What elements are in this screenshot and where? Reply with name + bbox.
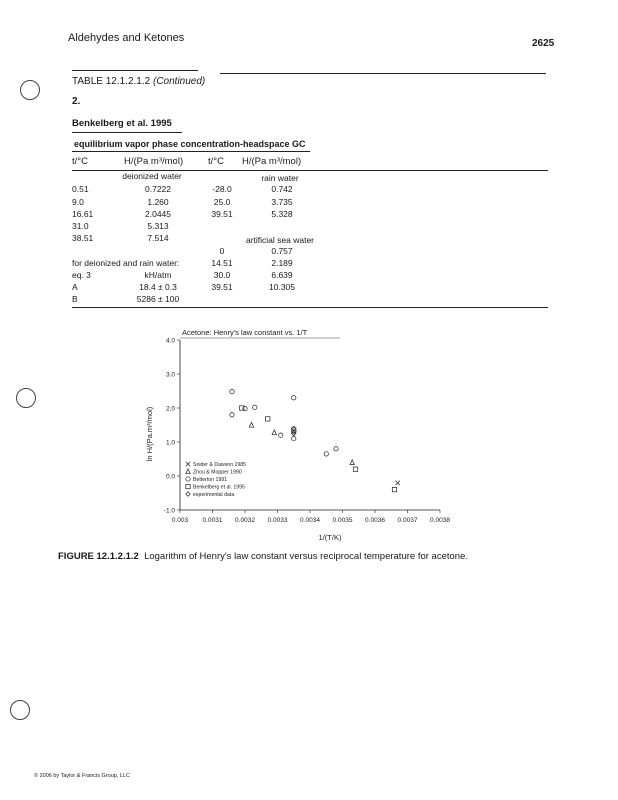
x-axis-label: 1/(T/K) — [318, 533, 342, 542]
y-tick-label: 1.0 — [165, 439, 175, 447]
col-header-h2: H/(Pa m³/mol) — [242, 156, 302, 167]
table-cell: for deionized and rain water: — [72, 258, 180, 268]
table-cell: -28.0 — [212, 184, 232, 194]
col-header-t1: t/°C — [72, 156, 88, 167]
table-reference: Benkelberg et al. 1995 — [72, 118, 172, 129]
legend-entry: Betterton 1991 — [193, 477, 228, 483]
table-cell: 18.4 ± 0.3 — [139, 282, 177, 292]
table-cell: 38.51 — [72, 233, 94, 243]
table-cell: 25.0 — [213, 197, 231, 207]
table-cell: 30.0 — [213, 270, 231, 280]
table-cell: 0 — [219, 246, 225, 256]
table-cell: eq. 3 — [72, 270, 91, 280]
legend-marker — [186, 477, 190, 481]
x-tick-label: 0.0033 — [267, 517, 288, 524]
table-cell: 2.189 — [271, 258, 293, 268]
table-cell: 3.735 — [271, 197, 293, 207]
x-tick-label: 0.0036 — [365, 517, 385, 524]
footer-copyright: © 2006 by Taylor & Francis Group, LLC — [34, 773, 130, 779]
data-point — [266, 417, 270, 421]
table-cell: 39.51 — [211, 209, 233, 219]
group-label-deionized: deionized water — [122, 171, 182, 181]
legend-marker — [186, 469, 190, 474]
data-point — [396, 481, 400, 485]
data-point — [292, 396, 296, 400]
reference-rule — [72, 132, 182, 133]
x-tick-label: 0.0032 — [235, 517, 255, 524]
legend-marker — [186, 484, 190, 488]
punch-hole-top — [20, 80, 40, 100]
table-cell: 5286 ± 100 — [136, 294, 180, 304]
table-cell: 39.51 — [211, 282, 233, 292]
table-cell: 14.51 — [211, 258, 233, 268]
table-cell: 10.305 — [269, 282, 295, 292]
running-title: Aldehydes and Ketones — [68, 32, 185, 44]
table-cell: 7.514 — [147, 233, 169, 243]
legend-marker — [186, 492, 190, 496]
x-tick-label: 0.0035 — [332, 517, 353, 524]
table-cell: 0.757 — [271, 246, 293, 256]
table-bottom-rule — [72, 307, 548, 308]
data-point — [350, 460, 354, 465]
legend-marker — [186, 462, 190, 466]
table-cell: 16.61 — [72, 209, 94, 219]
data-point — [230, 413, 234, 417]
data-point — [292, 436, 296, 440]
legend-entry: Zhou & Mopper 1990 — [193, 469, 242, 476]
page-number: 2625 — [532, 38, 555, 49]
y-axis-label: ln H/(Pa.m³/mol) — [145, 406, 154, 462]
table-title: TABLE 12.1.2.1.2 (Continued) — [72, 76, 206, 87]
x-tick-label: 0.0038 — [430, 517, 450, 524]
table-cell: 0.742 — [271, 184, 293, 194]
data-point — [392, 487, 396, 491]
data-point — [279, 433, 283, 437]
table-cell: 0.51 — [72, 184, 89, 194]
data-point — [334, 447, 338, 451]
y-tick-label: -1.0 — [163, 507, 175, 515]
table-cell: kH/atm — [144, 270, 172, 280]
table-cell: 6.639 — [271, 270, 293, 280]
table-cell: 1.260 — [147, 197, 169, 207]
table-subtitle: equilibrium vapor phase concentration-headspace GC — [74, 139, 306, 149]
punch-hole-middle — [16, 388, 36, 408]
col-header-t2: t/°C — [208, 156, 224, 167]
legend-entry: Benkelberg et al. 1995 — [193, 484, 245, 491]
data-point — [272, 430, 276, 435]
table-top-rule-long — [220, 73, 546, 74]
henry-law-chart — [140, 322, 480, 550]
data-point — [230, 389, 234, 393]
table-cell: B — [72, 294, 78, 304]
x-tick-label: 0.0037 — [397, 517, 418, 524]
chart-title: Acetone: Henry's law constant vs. 1/T — [182, 328, 308, 337]
subtitle-rule — [72, 151, 310, 152]
data-point — [253, 405, 257, 409]
table-cell: 0.7222 — [145, 184, 171, 194]
table-cell: 2.0445 — [145, 209, 171, 219]
legend-entry: experimental data — [193, 492, 235, 498]
y-tick-label: 2.0 — [165, 405, 175, 413]
table-top-rule-short — [72, 70, 198, 71]
y-tick-label: 3.0 — [165, 371, 175, 379]
table-cell: 31.0 — [72, 221, 89, 231]
table-cell: A — [72, 282, 78, 292]
group-label-sea-water: artificial sea water — [245, 235, 315, 245]
y-tick-label: 4.0 — [165, 337, 175, 345]
table-cell: 9.0 — [72, 197, 84, 207]
punch-hole-bottom — [10, 700, 30, 720]
x-tick-label: 0.0034 — [300, 517, 320, 524]
col-header-h1: H/(Pa m³/mol) — [124, 156, 184, 167]
figure-caption: FIGURE 12.1.2.1.2 Logarithm of Henry's law constant versus reciprocal temperature for acetone. — [58, 551, 468, 562]
data-point — [324, 452, 328, 456]
x-tick-label: 0.0031 — [202, 517, 223, 524]
table-cell: 5.313 — [147, 221, 169, 231]
data-point — [353, 467, 357, 471]
table-cell: 5.328 — [271, 209, 293, 219]
legend-entry: Snider & Dawson 1985 — [193, 462, 247, 468]
y-tick-label: 0.0 — [165, 473, 175, 481]
section-number: 2. — [72, 96, 81, 107]
group-label-rain: rain water — [261, 173, 299, 183]
data-point — [249, 422, 253, 427]
x-tick-label: 0.003 — [171, 517, 189, 524]
